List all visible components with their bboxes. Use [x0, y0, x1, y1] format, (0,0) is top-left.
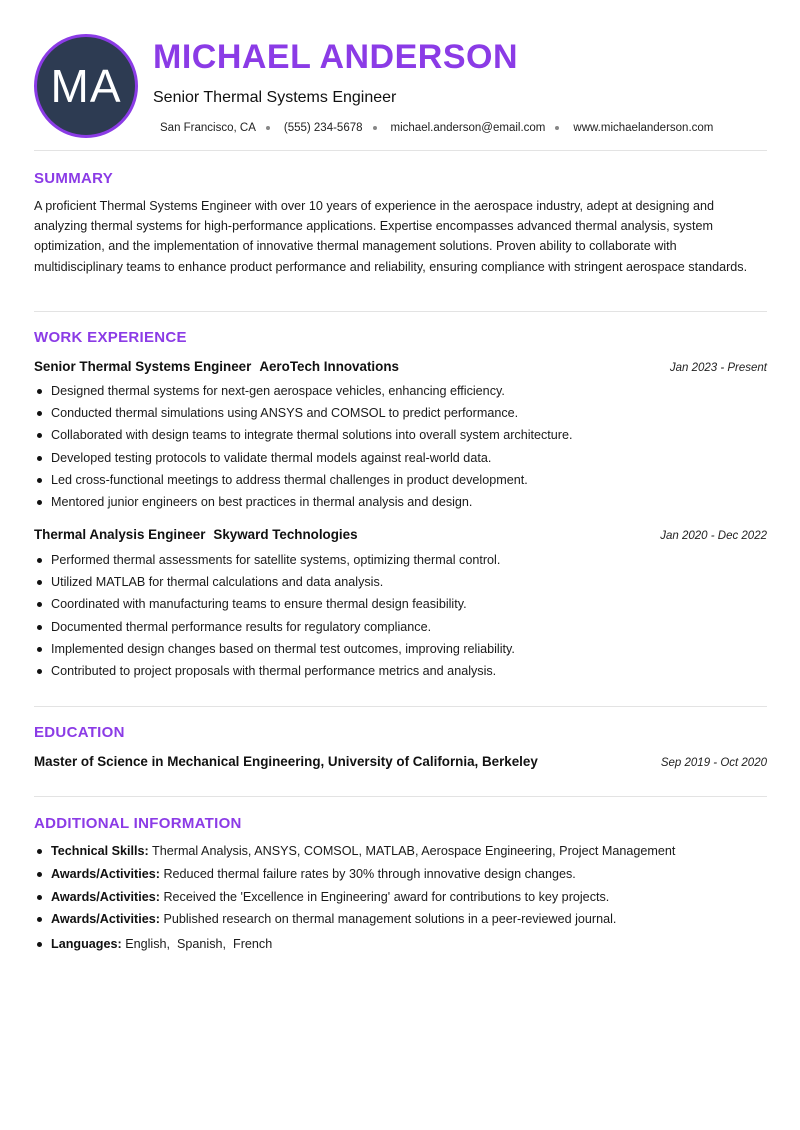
job-header — [34, 358, 767, 377]
contact-line — [160, 120, 713, 136]
summary-text: A proficient Thermal Systems Engineer with over 10 years of experience in the aerospace industry, adept at designing and analyzing thermal systems for high-performance applications. Expertise encompasses advanced thermal analysis, system optimization, and the implementation of innovative thermal management solutions. Proven ability to collaborate with multidisciplinary teams to enhance product performance and reliability, ensuring compliance with stringent aerospace standards. — [34, 199, 748, 274]
bullet-separator — [373, 126, 377, 130]
additional-list — [34, 840, 767, 956]
item-label: Awards/Activities: — [51, 912, 160, 927]
item-text: Reduced thermal failure rates by 30% through innovative design changes. — [163, 866, 576, 881]
education-heading: EDUCATION — [34, 724, 125, 741]
contact-email[interactable]: michael.anderson@email.com — [390, 122, 546, 134]
avatar — [34, 34, 138, 138]
contact-location: San Francisco, CA — [160, 122, 256, 134]
job-dates: Jan 2023 - Present — [669, 362, 767, 374]
item-label: Awards/Activities: — [51, 889, 160, 904]
candidate-title: Senior Thermal Systems Engineer — [153, 89, 397, 106]
list-item: Mentored junior engineers on best practices in thermal analysis and design. — [34, 491, 767, 513]
contact-website[interactable]: www.michaelanderson.com — [573, 122, 714, 134]
education-dates: Sep 2019 - Oct 2020 — [660, 757, 767, 769]
job-dates: Jan 2020 - Dec 2022 — [660, 530, 767, 542]
contact-phone: (555) 234-5678 — [283, 122, 363, 134]
job-role: Thermal Analysis Engineer — [34, 527, 206, 542]
section-divider — [34, 311, 767, 312]
job-company: AeroTech Innovations — [259, 359, 399, 374]
item-label: Awards/Activities: — [51, 866, 160, 881]
job-bullets — [34, 549, 767, 682]
list-item: Led cross-functional meetings to address thermal challenges in product development. — [34, 469, 767, 491]
list-item: Collaborated with design teams to integrate thermal solutions into overall system architecture. — [34, 424, 767, 446]
item-text: English, Spanish, French — [125, 937, 273, 952]
job-bullets — [34, 380, 767, 513]
job-role: Senior Thermal Systems Engineer — [34, 359, 252, 374]
list-item: Developed testing protocols to validate thermal models against real-world data. — [34, 447, 767, 469]
list-item: Documented thermal performance results for regulatory compliance. — [34, 616, 767, 638]
job-company: Skyward Technologies — [213, 527, 358, 542]
list-item — [34, 840, 767, 863]
job-header — [34, 526, 767, 545]
list-item: Implemented design changes based on thermal test outcomes, improving reliability. — [34, 638, 767, 660]
list-item: Coordinated with manufacturing teams to ensure thermal design feasibility. — [34, 593, 767, 615]
item-text: Thermal Analysis, ANSYS, COMSOL, MATLAB, Aerospace Engineering, Project Management — [152, 844, 676, 858]
section-divider — [34, 796, 767, 797]
item-label: Technical Skills: — [51, 844, 149, 858]
item-text: Received the 'Excellence in Engineering' award for contributions to key projects. — [163, 889, 610, 904]
list-item — [34, 933, 767, 956]
bullet-separator — [555, 126, 559, 130]
education-degree: Master of Science in Mechanical Engineering, University of California, Berkeley — [34, 754, 538, 769]
item-label: Languages: — [51, 937, 122, 952]
bullet-separator — [266, 126, 270, 130]
list-item: Utilized MATLAB for thermal calculations and data analysis. — [34, 571, 767, 593]
list-item: Contributed to project proposals with thermal performance metrics and analysis. — [34, 660, 767, 682]
list-item: Performed thermal assessments for satellite systems, optimizing thermal control. — [34, 549, 767, 571]
experience-heading: WORK EXPERIENCE — [34, 329, 187, 346]
list-item: Designed thermal systems for next-gen aerospace vehicles, enhancing efficiency. — [34, 380, 767, 402]
item-text: Published research on thermal management solutions in a peer-reviewed journal. — [163, 912, 617, 927]
list-item: Conducted thermal simulations using ANSYS and COMSOL to predict performance. — [34, 402, 767, 424]
candidate-name: MICHAEL ANDERSON — [153, 38, 519, 76]
section-divider — [34, 150, 767, 151]
list-item — [34, 886, 767, 909]
list-item — [34, 908, 767, 931]
list-item — [34, 863, 767, 886]
section-divider — [34, 706, 767, 707]
summary-heading: SUMMARY — [34, 170, 114, 187]
avatar-initials: MA — [50, 60, 122, 112]
additional-heading: ADDITIONAL INFORMATION — [34, 815, 242, 832]
education-entry — [34, 753, 767, 772]
